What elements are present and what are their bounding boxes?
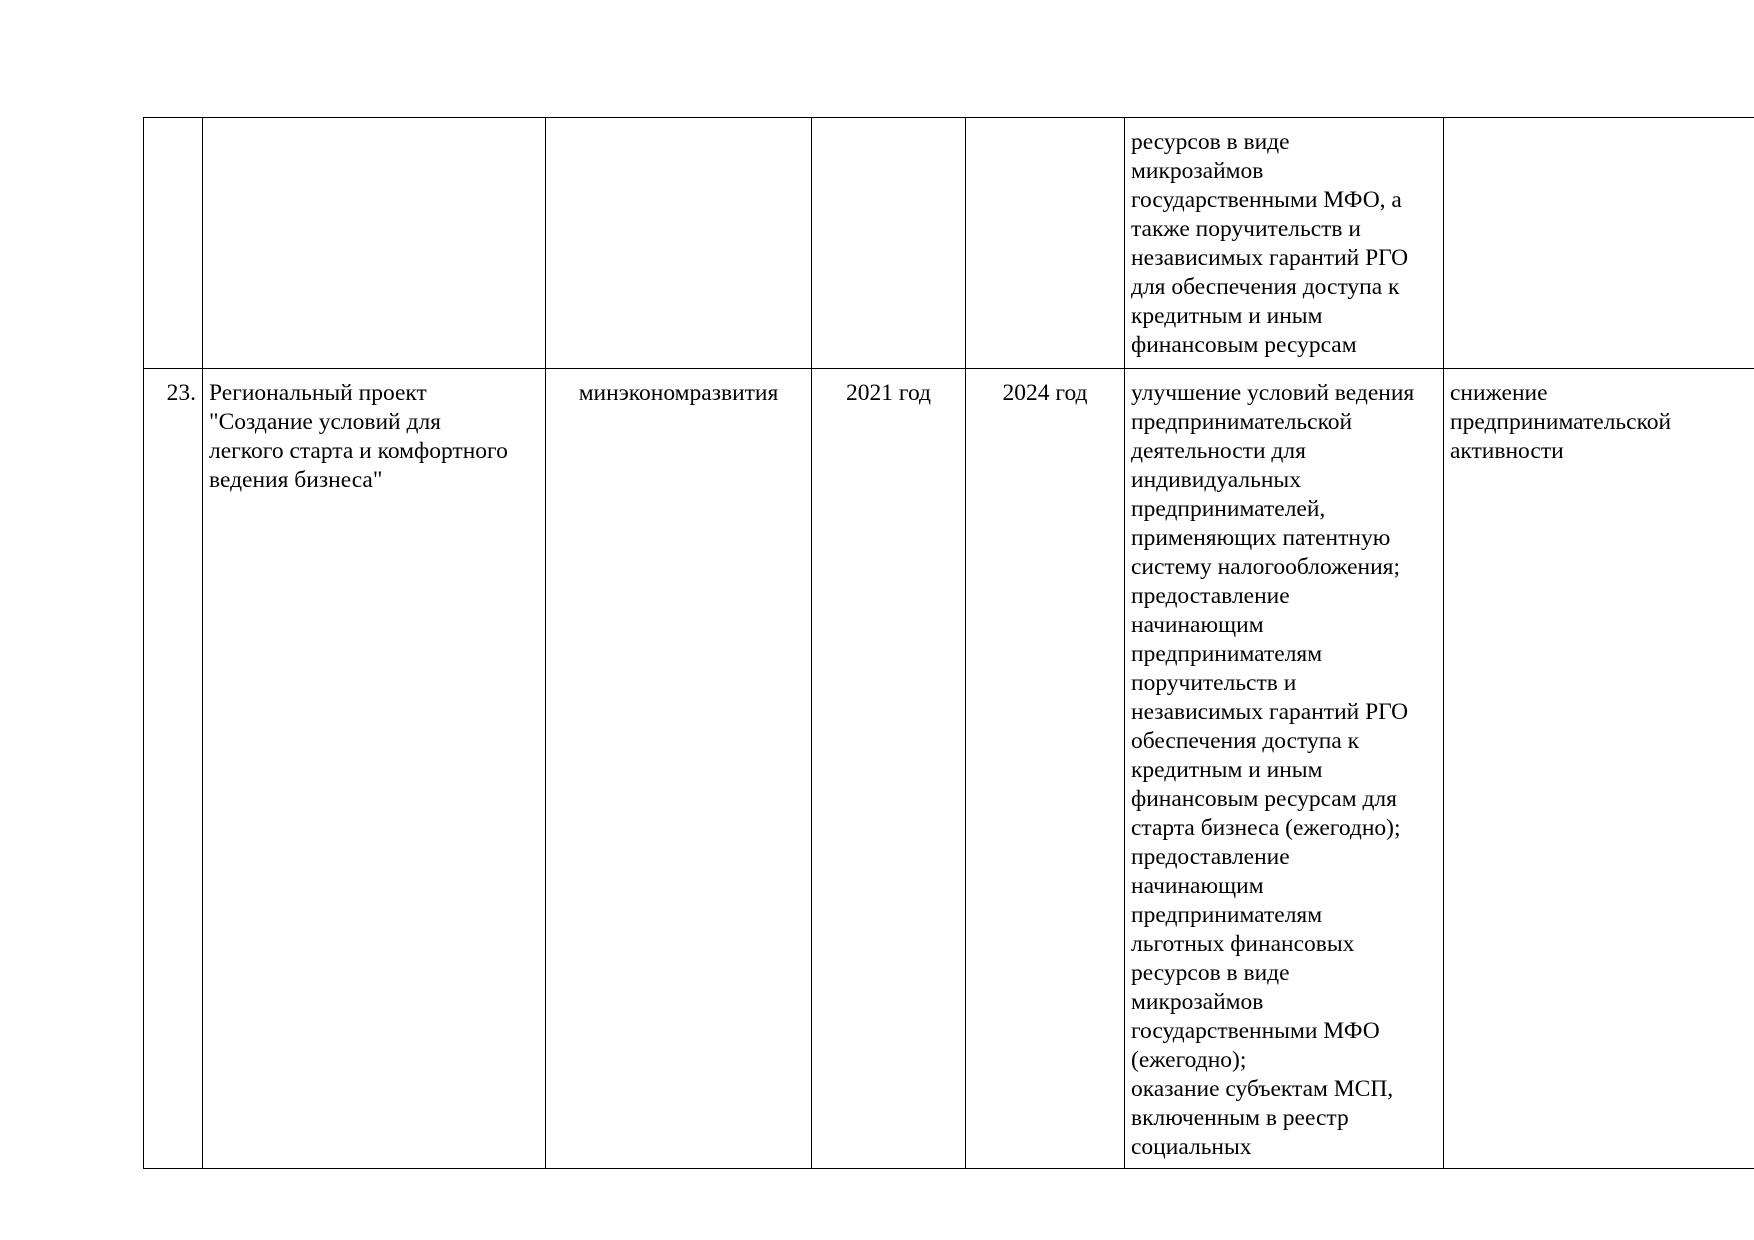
end-year-cell: 2024 год — [966, 369, 1125, 1169]
row-number-cell — [144, 118, 203, 369]
start-year-cell — [812, 118, 966, 369]
measure-name-cell — [203, 118, 546, 369]
executor-cell — [546, 118, 812, 369]
consequence-cell — [1444, 118, 1754, 369]
expected-result-cell: ресурсов в виде микрозаймов государственными МФО, а также поручительств и независимых гарантий РГО для обеспечения доступа к кредитным и иным финансовым ресурсам — [1125, 118, 1444, 369]
expected-result-cell: улучшение условий ведения предпринимательской деятельности для индивидуальных предпринимателей, применяющих патентную систему налогообложения; предоставление начинающим предпринимателям поручительств и независимых гарантий РГО обеспечения доступа к кредитным и иным финансовым ресурсам для старта бизнеса (ежегодно); предоставление начинающим предпринимателям льготных финансовых ресурсов в виде микрозаймов государственными МФО (ежегодно); оказание субъектам МСП, включенным в реестр социальных — [1125, 369, 1444, 1169]
row-number-cell: 23. — [144, 369, 203, 1169]
end-year-cell — [966, 118, 1125, 369]
document-page — [143, 117, 1754, 1170]
start-year-cell: 2021 год — [812, 369, 966, 1169]
table-row-23 — [144, 369, 1754, 1169]
measures-table — [143, 117, 1754, 1169]
consequence-cell: снижение предпринимательской активности — [1444, 369, 1754, 1169]
measure-name-cell: Региональный проект "Создание условий для легкого старта и комфортного ведения бизнеса" — [203, 369, 546, 1169]
table-row-continuation — [144, 118, 1754, 369]
executor-cell: минэкономразвития — [546, 369, 812, 1169]
